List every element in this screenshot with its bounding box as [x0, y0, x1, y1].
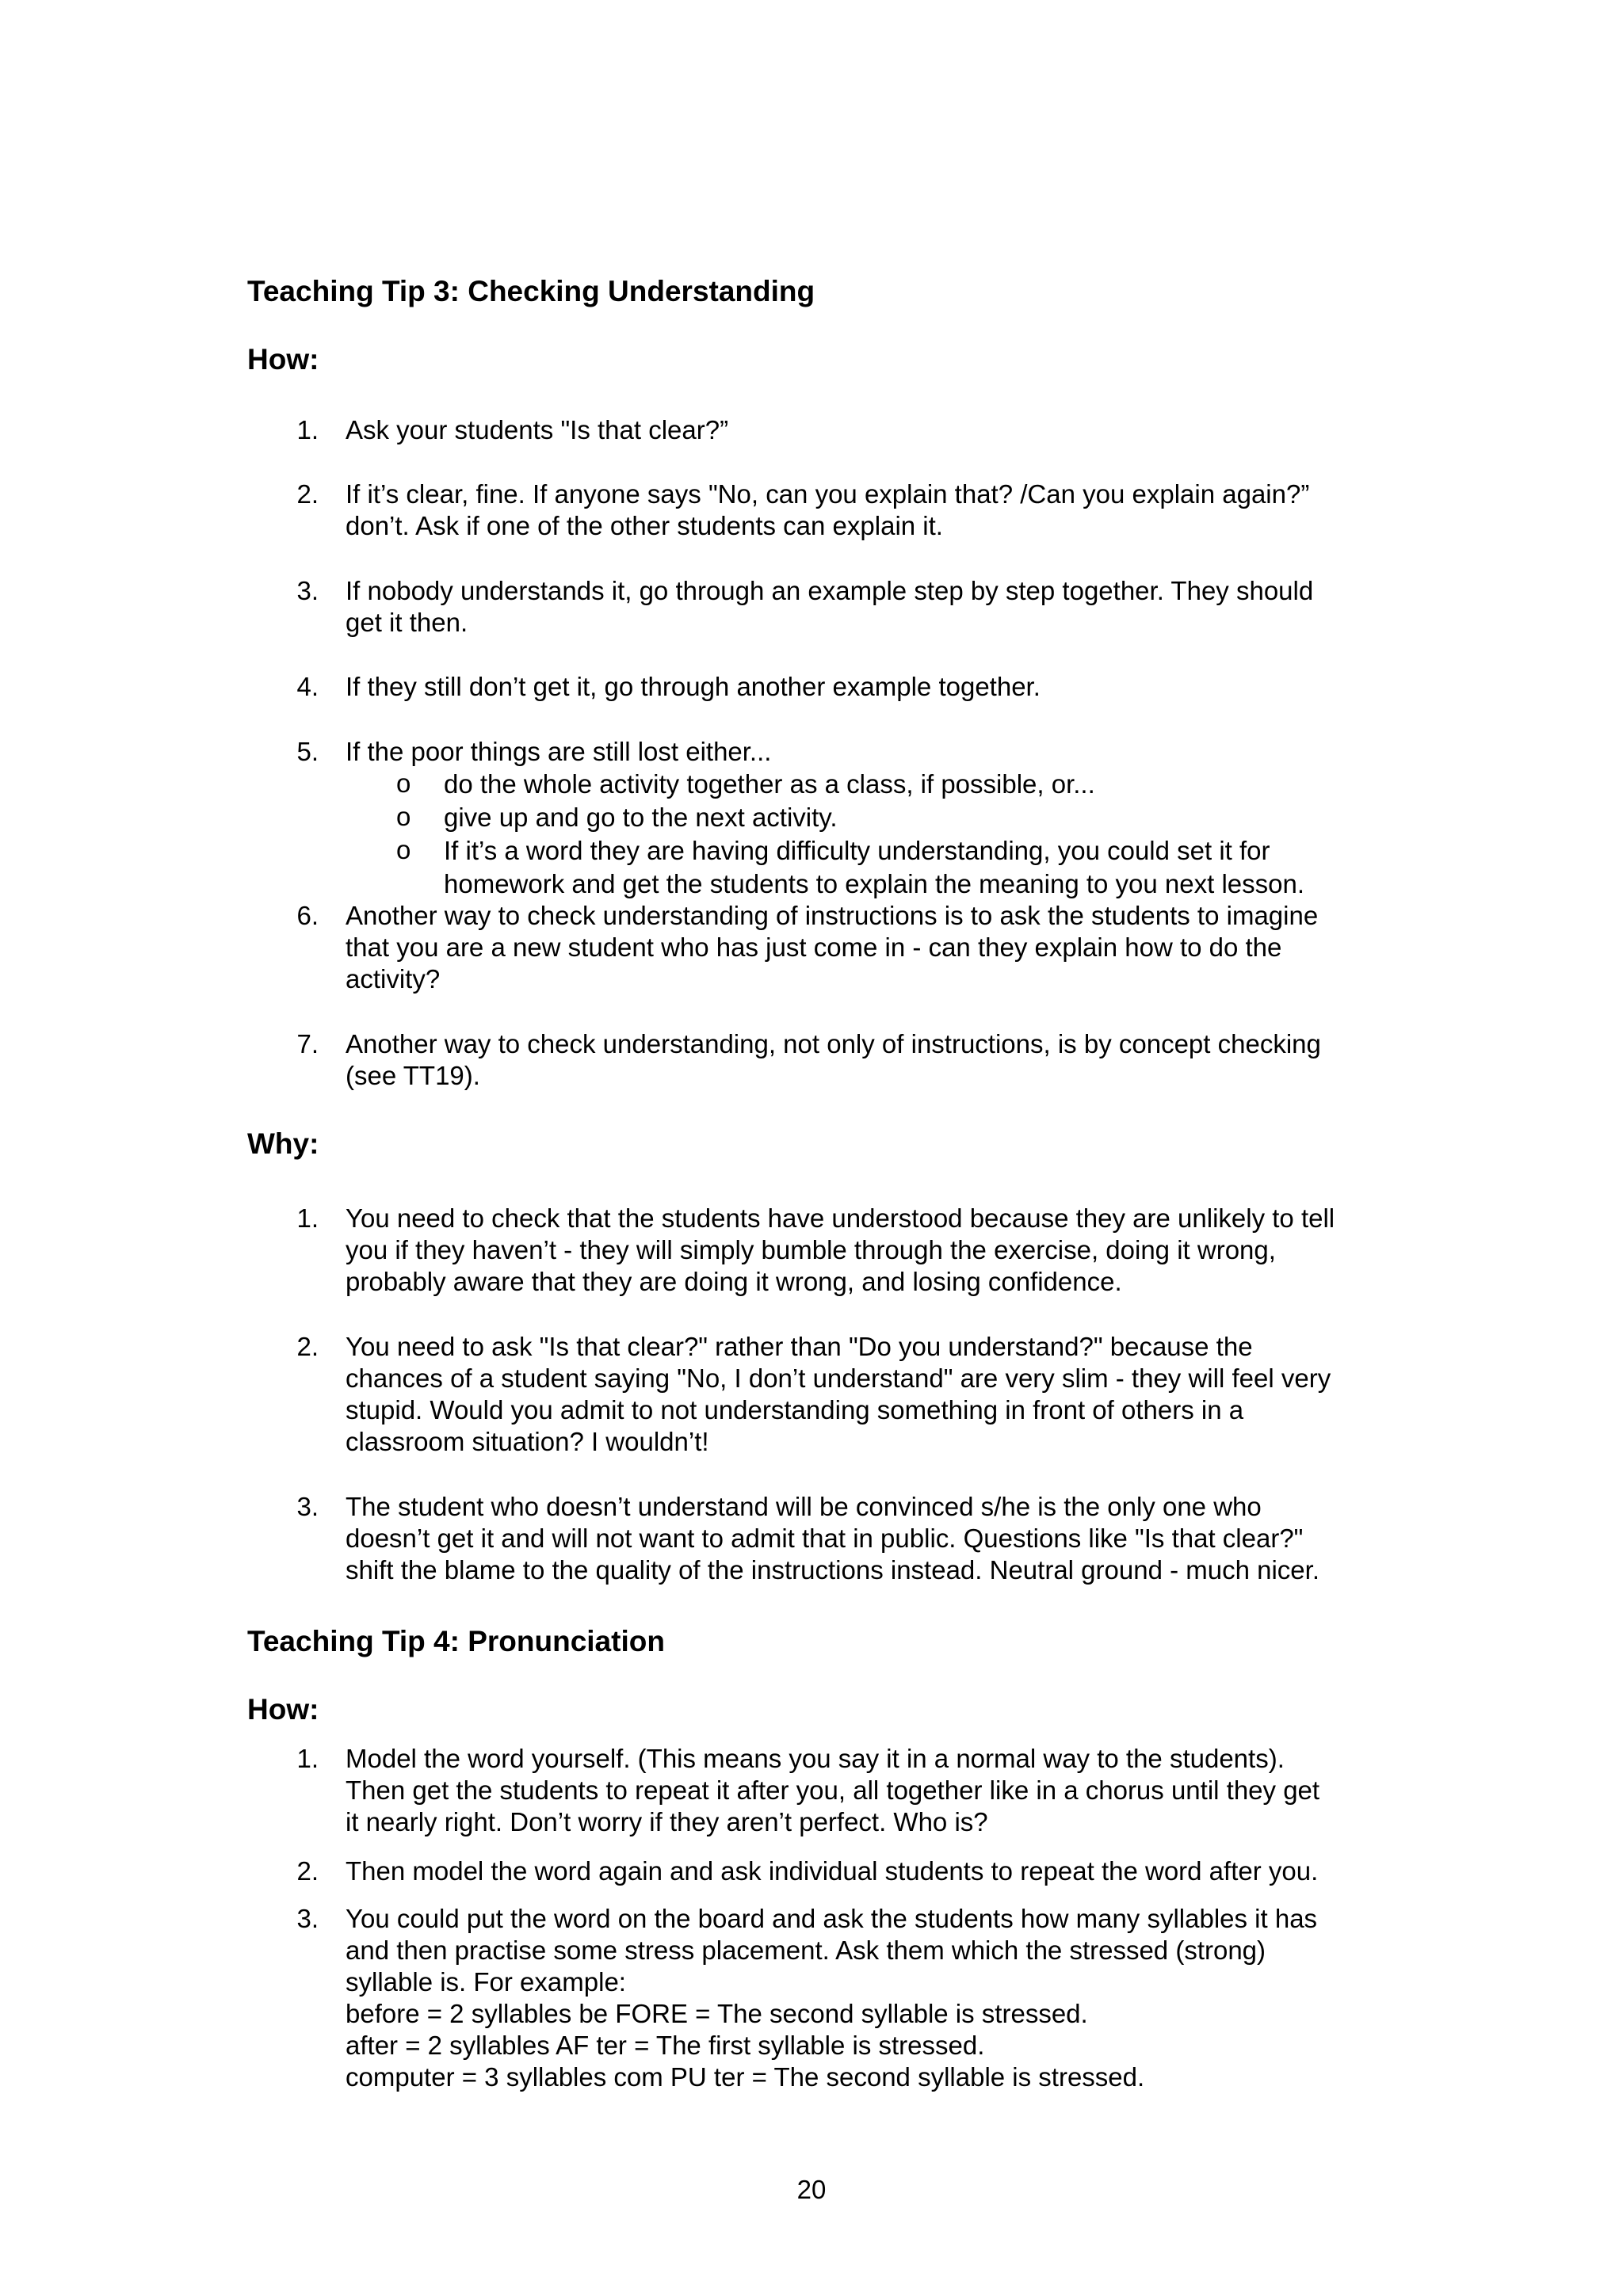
text-line: Then get the students to repeat it after you, all together like in a chorus until they get — [346, 1775, 1320, 1805]
bullet-icon: o — [396, 769, 411, 798]
text-line: You could put the word on the board and ask the students how many syllables it has — [346, 1904, 1318, 1933]
text-line: Model the word yourself. (This means you say it in a normal way to the students). — [346, 1744, 1285, 1773]
text-line: computer = 3 syllables com PU ter = The second syllable is stressed. — [346, 2062, 1145, 2092]
text-line: stupid. Would you admit to not understanding something in front of others in a — [346, 1395, 1244, 1425]
text-line: it nearly right. Don’t worry if they aren’t perfect. Who is? — [346, 1807, 988, 1836]
text-line: If the poor things are still lost either... — [346, 737, 772, 766]
document-page: Teaching Tip 3: Checking Understanding How: 1. Ask your students "Is that clear?” 2. If it’s clear, fine. If anyone says "No, can you explain that? /Can you explain again?” don’t. Ask if one of the other students can explain it. 3. If nobody understands it, go through an example step by step together. They should get it then. 4. If they still don’t get it, go through another example together. 5. If the poor things are still lost either... o do the whole activity together as a class, if possible, or... o give up and go to the next activity. o If it’s a word they are having difficulty understanding, you could set it for homework and get the students to explain the meaning to you next lesson. 6. Another way to check understanding of instructions is to ask the students to imagine that you are a new student who has just come in - can they explain how to do the activity? 7. Another way to check understanding, not only of instructions, is by concept checking (see TT19). Why: 1. You need to check that the students have understood because they are unlikely to tell you if they haven’t - they will simply bumble through the exercise, doing it wrong, probably aware that they are doing it wrong, and losing confidence. 2. You need to ask "Is that clear?" rather than "Do you understand?" because the chances of a student saying "No, I don’t understand" are very slim - they will feel very stupid. Would you admit to not understanding something in front of others in a classroom situation? I wouldn’t! 3. The student who doesn’t understand will be convinced s/he is the only one who doesn’t get it and will not want to admit that in public. Questions like "Is that clear?" shift the blame to the quality of the instructions instead. Neutral ground - much nicer. Teaching Tip 4: Pronunciation How: 1. Model the word yourself. (This means you say it in a normal way to the students). Then get the students to repeat it after you, all together like in a chorus until they get it nearly right. Don’t worry if they aren’t perfect. Who is? 2. Then model the word again and ask individual students to repeat the word after you. 3. You could put the word on the board and ask the students how many syllables it has and then practise some stress placement. Ask them which the stressed (strong) syllable is. For example: before = 2 syllables be FORE = The second syllable is stressed. after = 2 syllables AF ter = The first syllable is stressed. computer = 3 syllables com PU ter = The second syllable is stressed. 20 — [0, 0, 1623, 2296]
text-line: get it then. — [346, 608, 468, 637]
text-line: don’t. Ask if one of the other students can explain it. — [346, 511, 943, 540]
text-line: probably aware that they are doing it wrong, and losing confidence. — [346, 1267, 1122, 1296]
tip4-title: Teaching Tip 4: Pronunciation — [247, 1625, 665, 1657]
text-line: homework and get the students to explain the meaning to you next lesson. — [444, 869, 1305, 898]
text-line: You need to ask "Is that clear?" rather than "Do you understand?" because the — [346, 1332, 1253, 1361]
text-line: activity? — [346, 964, 441, 994]
text-line: If nobody understands it, go through an example step by step together. They should — [346, 576, 1314, 605]
text-line: If it’s clear, fine. If anyone says "No, can you explain that? /Can you explain again?” — [346, 479, 1310, 509]
text-line: do the whole activity together as a class, if possible, or... — [444, 769, 1095, 799]
tip3-why-heading: Why: — [247, 1127, 319, 1160]
text-line: Ask your students "Is that clear?” — [346, 415, 729, 444]
text-line: classroom situation? I wouldn’t! — [346, 1427, 709, 1456]
text-line: You need to check that the students have understood because they are unlikely to tell — [346, 1203, 1335, 1233]
tip3-how-heading: How: — [247, 343, 319, 376]
text-line: If they still don’t get it, go through another example together. — [346, 672, 1041, 701]
text-line: chances of a student saying "No, I don’t understand" are very slim - they will feel very — [346, 1363, 1331, 1393]
text-line: before = 2 syllables be FORE = The second syllable is stressed. — [346, 1999, 1088, 2028]
text-line: you if they haven’t - they will simply bumble through the exercise, doing it wrong, — [346, 1235, 1276, 1264]
text-line: Another way to check understanding of instructions is to ask the students to imagine — [346, 901, 1319, 930]
text-line: (see TT19). — [346, 1061, 480, 1090]
text-line: syllable is. For example: — [346, 1967, 626, 1997]
text-line: If it’s a word they are having difficulty understanding, you could set it for — [444, 836, 1270, 865]
bullet-icon: o — [396, 835, 411, 864]
text-line: The student who doesn’t understand will be convinced s/he is the only one who — [346, 1492, 1262, 1521]
text-line: doesn’t get it and will not want to admit that in public. Questions like "Is that clear?" — [346, 1524, 1304, 1553]
text-line: after = 2 syllables AF ter = The first syllable is stressed. — [346, 2031, 985, 2060]
text-line: Another way to check understanding, not only of instructions, is by concept checking — [346, 1029, 1321, 1058]
tip4-how-heading: How: — [247, 1693, 319, 1726]
tip3-title: Teaching Tip 3: Checking Understanding — [247, 275, 815, 307]
text-line: Then model the word again and ask individual students to repeat the word after you. — [346, 1856, 1319, 1886]
text-line: and then practise some stress placement. Ask them which the stressed (strong) — [346, 1936, 1266, 1965]
page-number: 20 — [796, 2175, 827, 2204]
text-line: shift the blame to the quality of the instructions instead. Neutral ground - much nicer. — [346, 1555, 1319, 1585]
text-line: give up and go to the next activity. — [444, 803, 838, 832]
bullet-icon: o — [396, 802, 411, 831]
text-line: that you are a new student who has just come in - can they explain how to do the — [346, 933, 1282, 962]
